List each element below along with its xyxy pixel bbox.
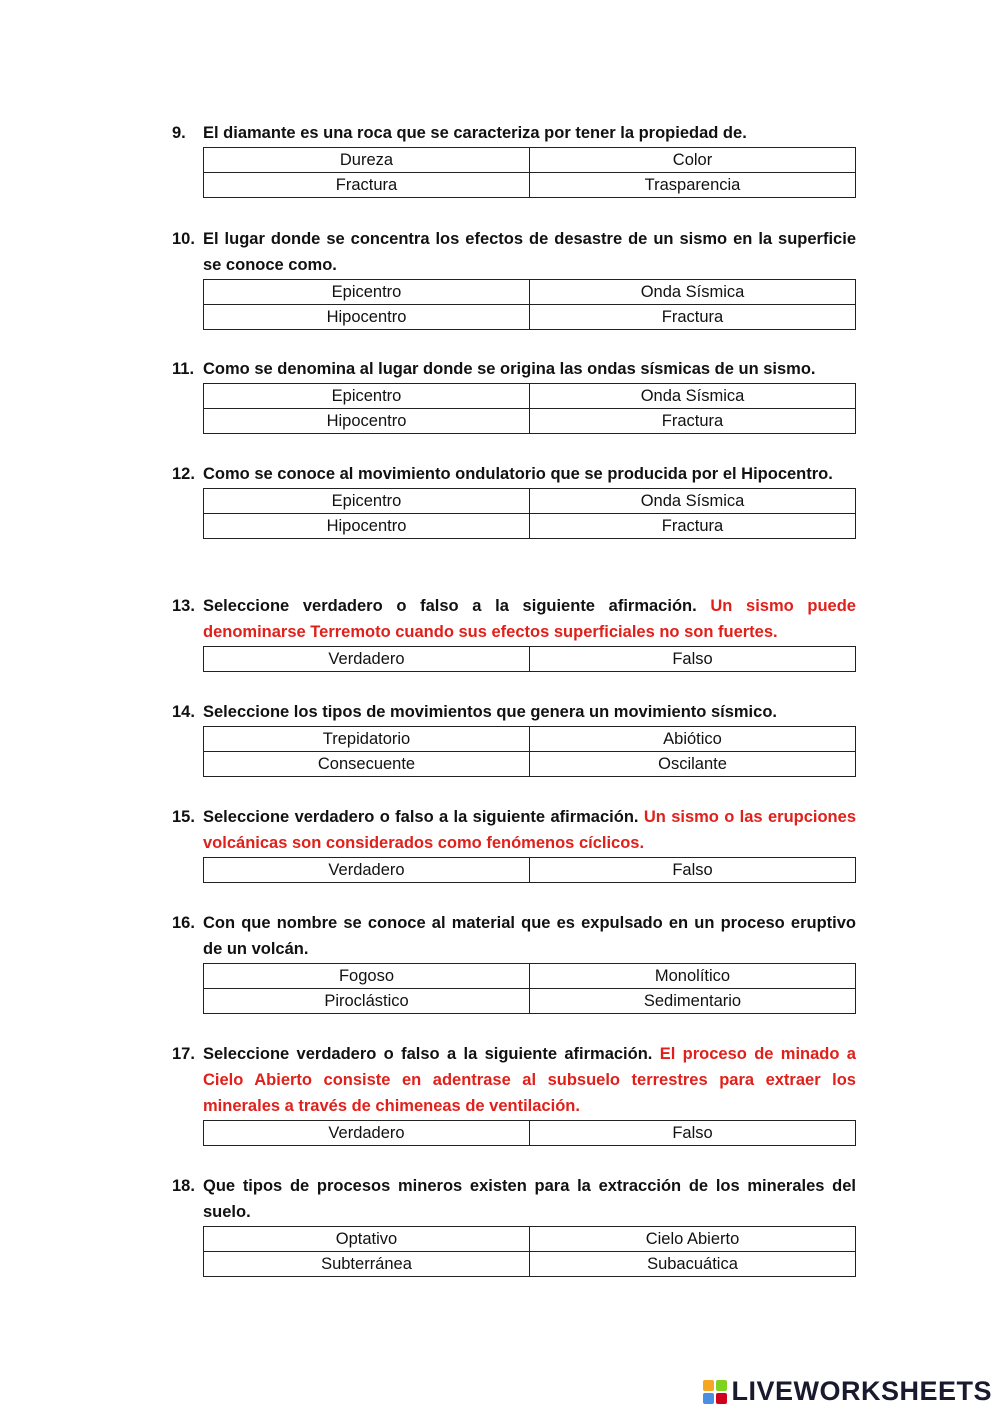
answer-options-table: [203, 646, 856, 672]
answer-option[interactable]: Falso: [530, 1121, 856, 1146]
statement-highlight: El proceso de minado a Cielo Abierto consiste en adentrase al subsuelo terrestres para extraer los minerales a través de chimeneas de ventilación.: [203, 1045, 856, 1115]
answer-row: [204, 1121, 856, 1146]
question-body: [203, 226, 856, 278]
question-14: [172, 699, 856, 777]
question-18: [172, 1173, 856, 1277]
answer-option[interactable]: Falso: [530, 858, 856, 883]
question-body: [203, 593, 856, 645]
answer-option[interactable]: Fractura: [530, 514, 856, 539]
answer-option[interactable]: Epicentro: [204, 489, 530, 514]
answer-options-table: [203, 279, 856, 330]
answer-option[interactable]: Cielo Abierto: [530, 1227, 856, 1252]
answer-row: [204, 384, 856, 409]
question-text-row: [172, 593, 856, 645]
answer-options-table: [203, 857, 856, 883]
answer-option[interactable]: Onda Sísmica: [530, 280, 856, 305]
answer-option[interactable]: Monolítico: [530, 964, 856, 989]
question-number: 14.: [172, 703, 195, 721]
answer-option[interactable]: Oscilante: [530, 752, 856, 777]
liveworksheets-logo-icon: [703, 1380, 727, 1404]
question-9: [172, 120, 856, 198]
answer-options-table: [203, 1226, 856, 1277]
question-12: [172, 461, 856, 539]
answer-option[interactable]: Verdadero: [204, 858, 530, 883]
question-16: [172, 910, 856, 1014]
answer-row: [204, 280, 856, 305]
question-text-row: [172, 699, 856, 725]
answer-option[interactable]: Falso: [530, 647, 856, 672]
answer-row: [204, 752, 856, 777]
answer-option[interactable]: Trasparencia: [530, 173, 856, 198]
answer-option[interactable]: Hipocentro: [204, 409, 530, 434]
answer-option[interactable]: Trepidatorio: [204, 727, 530, 752]
logo-square-1: [703, 1380, 714, 1391]
question-text: Seleccione los tipos de movimientos que genera un movimiento sísmico.: [203, 703, 777, 721]
answer-options-table: [203, 488, 856, 539]
answer-option[interactable]: Onda Sísmica: [530, 489, 856, 514]
answer-row: [204, 409, 856, 434]
question-10: [172, 226, 856, 330]
answer-option[interactable]: Consecuente: [204, 752, 530, 777]
answer-options-table: [203, 383, 856, 434]
answer-option[interactable]: Subacuática: [530, 1252, 856, 1277]
answer-option[interactable]: Color: [530, 148, 856, 173]
question-text-row: [172, 1041, 856, 1119]
question-text: El diamante es una roca que se caracteriza por tener la propiedad de.: [203, 124, 747, 142]
question-body: [203, 120, 856, 146]
question-text-row: [172, 804, 856, 856]
answer-option[interactable]: Epicentro: [204, 384, 530, 409]
answer-option[interactable]: Optativo: [204, 1227, 530, 1252]
answer-options-table: [203, 726, 856, 777]
question-13: [172, 593, 856, 672]
answer-option[interactable]: Fractura: [204, 173, 530, 198]
answer-row: [204, 647, 856, 672]
question-body: [203, 1041, 856, 1119]
question-body: [203, 804, 856, 856]
answer-options-table: [203, 1120, 856, 1146]
answer-row: [204, 1227, 856, 1252]
answer-options-table: [203, 963, 856, 1014]
question-text: El lugar donde se concentra los efectos de desastre de un sismo en la superficie se conoce como.: [203, 230, 856, 274]
answer-option[interactable]: Verdadero: [204, 1121, 530, 1146]
question-17: [172, 1041, 856, 1146]
question-text: Como se denomina al lugar donde se origina las ondas sísmicas de un sismo.: [203, 360, 816, 378]
question-text: Que tipos de procesos mineros existen para la extracción de los minerales del suelo.: [203, 1177, 856, 1221]
question-text-row: [172, 120, 856, 146]
answer-option[interactable]: Piroclástico: [204, 989, 530, 1014]
question-text: Como se conoce al movimiento ondulatorio que se producida por el Hipocentro.: [203, 465, 833, 483]
question-body: [203, 910, 856, 962]
answer-row: [204, 514, 856, 539]
statement-highlight: Un sismo o las erupciones volcánicas son considerados como fenómenos cíclicos.: [203, 808, 856, 852]
logo-square-4: [716, 1393, 727, 1404]
question-text-row: [172, 910, 856, 962]
question-number: 15.: [172, 808, 195, 826]
question-number: 9.: [172, 124, 186, 142]
question-text-row: [172, 1173, 856, 1225]
answer-row: [204, 1252, 856, 1277]
answer-option[interactable]: Hipocentro: [204, 305, 530, 330]
question-body: [203, 461, 856, 487]
question-number: 16.: [172, 914, 195, 932]
brand-text: LIVEWORKSHEETS: [731, 1376, 992, 1406]
question-text: Seleccione verdadero o falso a la siguiente afirmación.: [203, 808, 639, 826]
question-body: [203, 699, 856, 725]
question-number: 13.: [172, 597, 195, 615]
answer-row: [204, 989, 856, 1014]
question-body: [203, 356, 856, 382]
answer-row: [204, 305, 856, 330]
question-11: [172, 356, 856, 434]
question-number: 10.: [172, 230, 195, 248]
answer-option[interactable]: Sedimentario: [530, 989, 856, 1014]
logo-square-2: [716, 1380, 727, 1391]
answer-option[interactable]: Fogoso: [204, 964, 530, 989]
answer-row: [204, 964, 856, 989]
answer-row: [204, 727, 856, 752]
answer-option[interactable]: Verdadero: [204, 647, 530, 672]
question-number: 17.: [172, 1045, 195, 1063]
statement-highlight: Un sismo puede denominarse Terremoto cuando sus efectos superficiales no son fuertes.: [203, 597, 856, 641]
question-15: [172, 804, 856, 883]
answer-option[interactable]: Abiótico: [530, 727, 856, 752]
question-number: 12.: [172, 465, 195, 483]
answer-row: [204, 489, 856, 514]
answer-options-table: [203, 147, 856, 198]
question-text: Con que nombre se conoce al material que es expulsado en un proceso eruptivo de un volcán.: [203, 914, 856, 958]
answer-option[interactable]: Fractura: [530, 305, 856, 330]
answer-option[interactable]: Hipocentro: [204, 514, 530, 539]
question-text-row: [172, 356, 856, 382]
liveworksheets-brand: [703, 1376, 992, 1407]
question-number: 18.: [172, 1177, 195, 1195]
question-body: [203, 1173, 856, 1225]
question-text-row: [172, 226, 856, 278]
question-text: Seleccione verdadero o falso a la siguiente afirmación.: [203, 597, 697, 615]
answer-option[interactable]: Dureza: [204, 148, 530, 173]
answer-option[interactable]: Onda Sísmica: [530, 384, 856, 409]
answer-row: [204, 148, 856, 173]
question-number: 11.: [172, 360, 195, 378]
answer-row: [204, 173, 856, 198]
logo-square-3: [703, 1393, 714, 1404]
answer-option[interactable]: Fractura: [530, 409, 856, 434]
answer-row: [204, 858, 856, 883]
question-text-row: [172, 461, 856, 487]
answer-option[interactable]: Epicentro: [204, 280, 530, 305]
question-text: Seleccione verdadero o falso a la siguiente afirmación.: [203, 1045, 653, 1063]
answer-option[interactable]: Subterránea: [204, 1252, 530, 1277]
